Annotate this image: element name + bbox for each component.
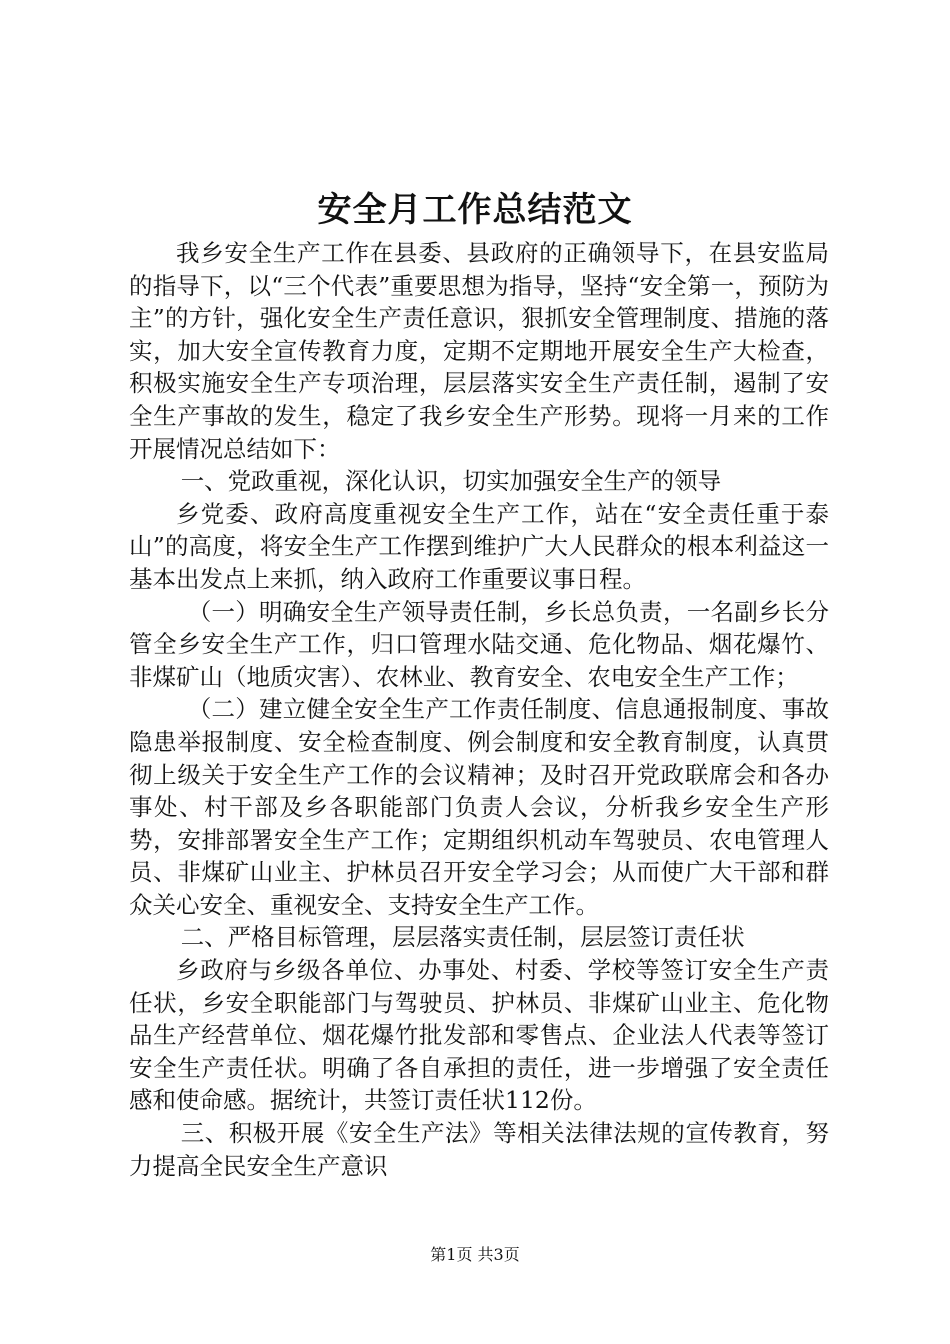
paragraph-intro: 我乡安全生产工作在县委、县政府的正确领导下，在县安监局的指导下，以“三个代表”重要思想为指导，坚持“安全第一，预防为主”的方针，强化安全生产责任意识，狠抓安全管理制度、措施的落实，加大安全宣传教育力度，定期不定期地开展安全生产大检查，积极实施安全生产专项治理，层层落实安全生产责任制，遏制了安全生产事故的发生，稳定了我乡安全生产形势。现将一月来的工作开展情况总结如下： — [129, 239, 829, 463]
section-heading-1: 一、党政重视，深化认识，切实加强安全生产的领导 — [180, 467, 722, 496]
page-footer: 第1页 共3页 — [430, 1245, 520, 1264]
document-body — [129, 237, 829, 1182]
paragraph-section-1: 乡党委、政府高度重视安全生产工作，站在“安全责任重于泰山”的高度，将安全生产工作摆到维护广大人民群众的根本利益这一基本出发点上来抓，纳入政府工作重要议事日程。 — [129, 499, 829, 593]
document-title: 安全月工作总结范文 — [317, 190, 633, 230]
paragraph-item-1: （一）明确安全生产领导责任制，乡长总负责，一名副乡长分管全乡安全生产工作，归口管理水陆交通、危化物品、烟花爆竹、非煤矿山（地质灾害）、农林业、教育安全、农电安全生产工作； — [129, 597, 829, 691]
paragraph-item-2: （二）建立健全安全生产工作责任制度、信息通报制度、事故隐患举报制度、安全检查制度、例会制度和安全教育制度，认真贯彻上级关于安全生产工作的会议精神；及时召开党政联席会和各办事处、村干部及乡各职能部门负责人会议，分析我乡安全生产形势，安排部署安全生产工作；定期组织机动车驾驶员、农电管理人员、非煤矿山业主、护林员召开安全学习会；从而使广大干部和群众关心安全、重视安全、支持安全生产工作。 — [129, 695, 829, 919]
paragraph-section-2: 乡政府与乡级各单位、办事处、村委、学校等签订安全生产责任状，乡安全职能部门与驾驶员、护林员、非煤矿山业主、危化物品生产经营单位、烟花爆竹批发部和零售点、企业法人代表等签订安全生产责任状。明确了各自承担的责任，进一步增强了安全责任感和使命感。据统计，共签订责任状112份。 — [129, 956, 829, 1115]
section-heading-3: 三、积极开展《安全生产法》等相关法律法规的宣传教育，努力提高全民安全生产意识 — [129, 1119, 829, 1180]
section-heading-2: 二、严格目标管理，层层落实责任制，层层签订责任状 — [180, 923, 745, 952]
